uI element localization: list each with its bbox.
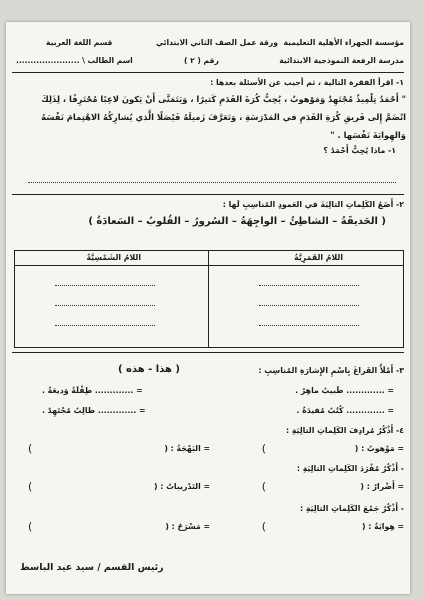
moon-answer-line[interactable] xyxy=(259,305,359,306)
department-label: قسم اللغة العربية xyxy=(46,38,113,47)
q3-item[interactable]: = ............. كُتُبٌ مُفيدَةٌ . xyxy=(296,406,394,415)
q3-item[interactable]: = ............. طالِبٌ مُجْتَهِدٌ . xyxy=(42,406,146,415)
q1-question: ١- ماذا يُحِبُّ أَحْمَدُ ؟ xyxy=(323,146,396,155)
q4-instruction: ٤- أَذْكُرُ مُرادِفَ الكَلِماتِ التالِيَةِ : xyxy=(285,426,404,435)
answer-paren: ) xyxy=(28,520,33,533)
worksheet-page xyxy=(6,22,410,594)
classification-table xyxy=(14,250,404,348)
moon-answer-line[interactable] xyxy=(259,285,359,286)
q1-answer-line[interactable] xyxy=(28,182,396,183)
col-moon-letter-header: اللامُ القَمَرِيَّةُ xyxy=(294,253,343,262)
q3-options: ( هذا - هذه ) xyxy=(118,364,180,375)
department-head-signature: رئيس القسم / سيد عيد الباسط xyxy=(20,562,164,573)
q1-divider xyxy=(12,194,404,195)
q4-singular-instruction: - أَذْكُرُ مُفْرَدَ الكَلِماتِ التالِيَةِ : xyxy=(296,464,404,473)
plural-item: = مَسْرَحٌ : ( xyxy=(165,522,210,531)
q2-instruction: ٢- أَضَعُ الكَلِماتِ التالِيَةَ في العَمودِ المُناسِبِ لَها : xyxy=(222,200,404,209)
q3-instruction: ٣- أَمْلَأُ الفَراغَ بِاسْمِ الإِشارَةِ المُناسِبِ : xyxy=(258,366,404,375)
answer-paren: ) xyxy=(261,520,266,533)
q1-passage-line3: وَالهِوايَةَ نَفْسَها . " xyxy=(330,130,406,140)
header-divider xyxy=(12,72,404,73)
table-header-divider xyxy=(15,265,403,266)
sun-answer-line[interactable] xyxy=(55,285,155,286)
q2-word-list: ( الحَديقَةُ – الشاطِئُ – الواجِهَةُ – السُرورُ – القُلوبُ – السَعادَةُ ) xyxy=(88,216,386,227)
q2-divider xyxy=(12,352,404,353)
student-name-label: اسم الطالب \ ...................... xyxy=(16,56,133,65)
singular-item: = أَضْرارٌ : ( xyxy=(360,482,404,491)
q4-plural-instruction: - أَذْكُرُ جَمْعَ الكَلِماتِ التالِيَةِ : xyxy=(299,504,404,513)
answer-paren: ) xyxy=(28,442,33,455)
synonym-item: = البَهْجَةُ : ( xyxy=(164,444,210,453)
q3-item[interactable]: = ............. طِفْلَةٌ وَديعَةٌ . xyxy=(42,386,143,395)
q3-item[interactable]: = ............. طَبيبٌ ماهِرٌ . xyxy=(295,386,394,395)
answer-paren: ) xyxy=(261,480,266,493)
answer-paren: ) xyxy=(28,480,33,493)
sheet-number: رقم ( ٢ ) xyxy=(184,56,219,65)
sun-answer-line[interactable] xyxy=(55,305,155,306)
sheet-title: ورقة عمل الصف الثاني الابتدائي xyxy=(156,38,278,47)
synonym-item: = مَوْهوبٌ : ( xyxy=(354,444,404,453)
q1-passage-line1: " أَحْمَدُ تِلْمِيذٌ مُجْتَهِدٌ وَمَوْهوبٌ ، يُحِبُّ كُرَةَ القَدَمِ كَثيرًا ، وَيَتَمَنَّى أَنْ يَكونَ لاعِبًا مُحْتَرِفًا ، لِذَلِكَ xyxy=(41,94,406,104)
plural-item: = هِوايَةٌ : ( xyxy=(362,522,404,531)
q1-passage-line2: انْضَمَّ إِلى فَريقِ كُرَةِ القَدَمِ في المَدْرَسَةِ ، وَتَعَرَّفَ زَميلَهُ فَيْصَلًا الَّذي يُشارِكُهُ الاهْتِمامَ نَفْسَهُ xyxy=(41,112,406,122)
org-name: مؤسسة الجهراء الأهلية التعليمية xyxy=(283,38,404,47)
singular-item: = التَدْريباتُ : ( xyxy=(153,482,210,491)
q1-instruction: ١- اقرأ الفقرة التالية ، ثم أجيب عن الأسئلة بعدها : xyxy=(210,78,404,87)
sun-answer-line[interactable] xyxy=(55,325,155,326)
moon-answer-line[interactable] xyxy=(259,325,359,326)
school-name: مدرسة الرفعة النموذجية الابتدائية xyxy=(279,56,404,65)
answer-paren: ) xyxy=(261,442,266,455)
col-sun-letter-header: اللامُ الشَمْسِيَّةُ xyxy=(86,253,141,262)
